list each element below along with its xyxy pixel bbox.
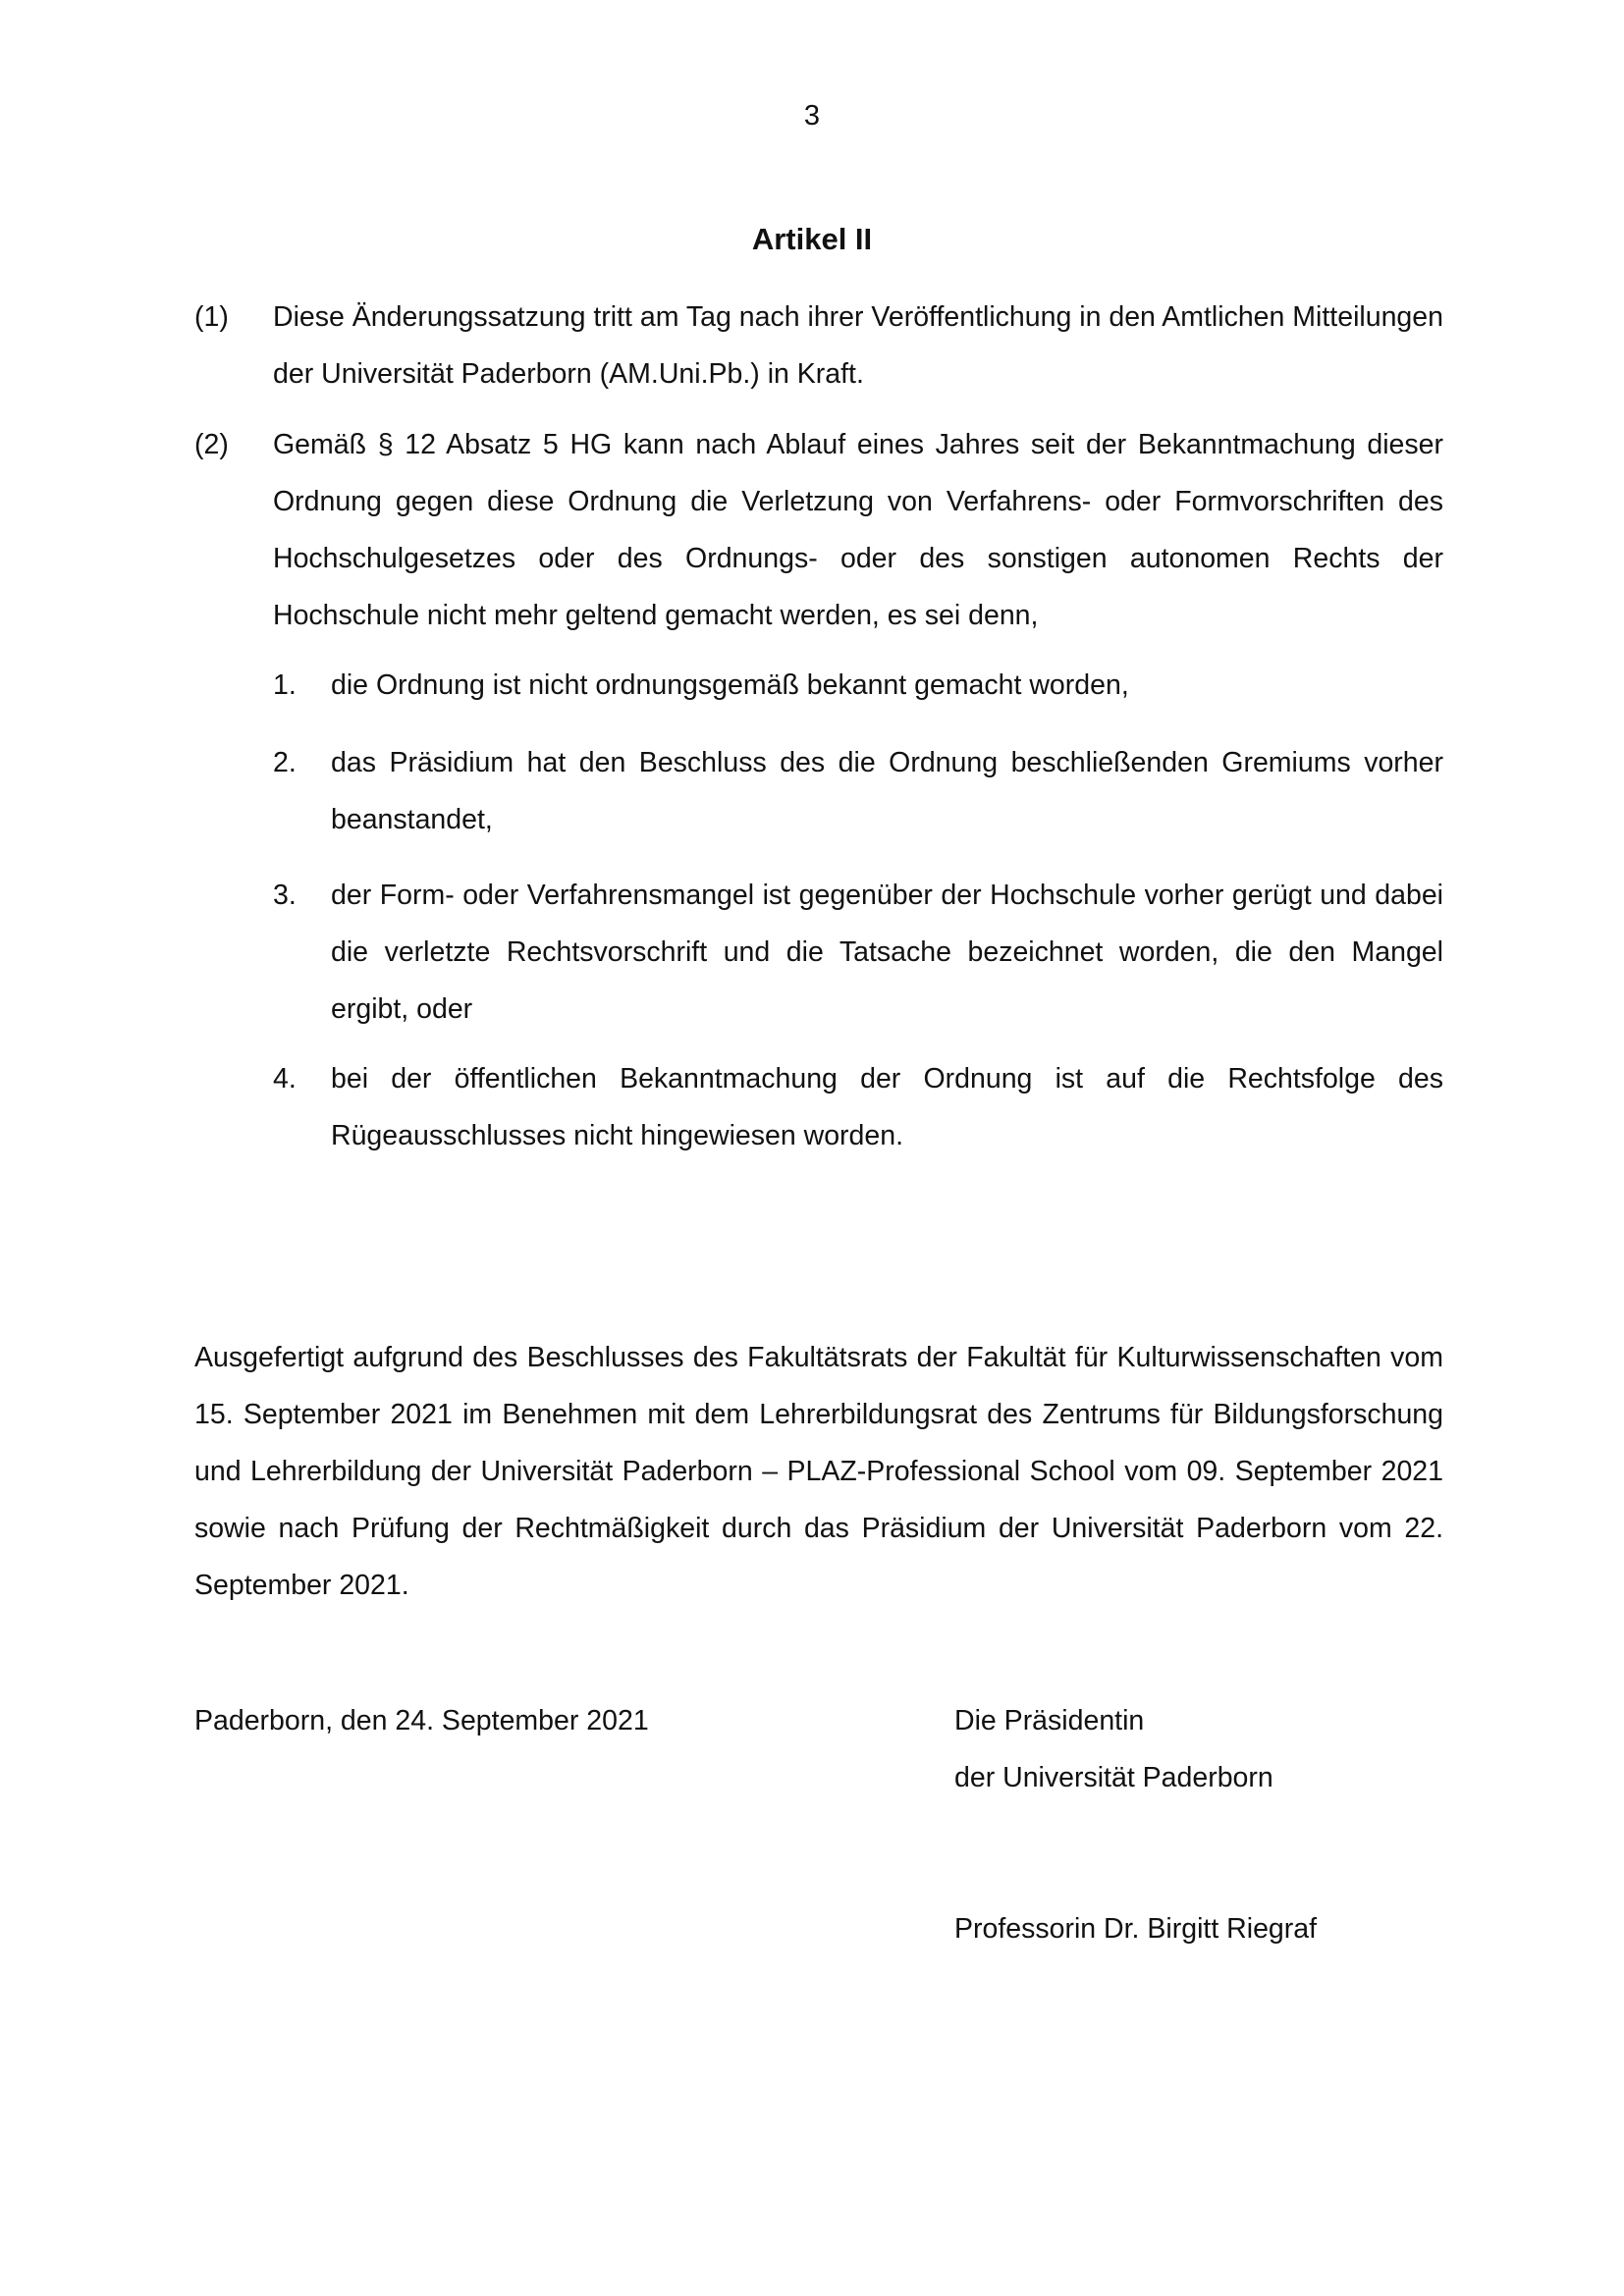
page-number: 3: [803, 100, 821, 132]
place-date: Paderborn, den 24. September 2021: [194, 1705, 649, 1736]
signature-institution: der Universität Paderborn: [954, 1762, 1273, 1793]
list-item-4: [273, 1050, 1443, 1164]
list-item-number: 2.: [273, 747, 297, 778]
list-item-3: [273, 867, 1443, 1038]
paragraph-number: (2): [194, 429, 229, 460]
signature-name: Professorin Dr. Birgitt Riegraf: [954, 1913, 1318, 1945]
paragraph-2: [194, 416, 1443, 644]
closing-paragraph: Ausgefertigt aufgrund des Beschlusses des Fakultätsrats der Fakultät für Kulturwissenschaften vom 15. September 2021 im Benehmen mit dem Lehrerbildungsrat des Zentrums für Bildungsforschung und Lehrerbildung der Universität Paderborn – PLAZ-Professional School vom 09. September 2021 sowie nach Prüfung der Rechtmäßigkeit durch das Präsidium der Universität Paderborn vom 22. September 2021.: [194, 1342, 1443, 1601]
list-item-number: 1.: [273, 669, 297, 701]
paragraph-text: Diese Änderungssatzung tritt am Tag nach ihrer Veröffentlichung in den Amtlichen Mitteilungen der Universität Paderborn (AM.Uni.Pb.) in Kraft.: [273, 301, 1443, 390]
list-item-text: bei der öffentlichen Bekanntmachung der Ordnung ist auf die Rechtsfolge des Rügeausschlusses nicht hingewiesen worden.: [331, 1063, 1443, 1151]
paragraph-text: Gemäß § 12 Absatz 5 HG kann nach Ablauf eines Jahres seit der Bekanntmachung dieser Ordnung gegen diese Ordnung die Verletzung von Verfahrens- oder Formvorschriften des Hochschulgesetzes oder des Ordnungs- oder des sonstigen autonomen Rechts der Hochschule nicht mehr geltend gemacht werden, es sei denn,: [273, 429, 1443, 631]
list-item-text: das Präsidium hat den Beschluss des die Ordnung beschließenden Gremiums vorher beanstandet,: [331, 747, 1443, 835]
list-item-2: [273, 734, 1443, 848]
list-item-text: die Ordnung ist nicht ordnungsgemäß bekannt gemacht worden,: [331, 669, 1129, 701]
paragraph-1: [194, 289, 1443, 402]
list-item-1: [273, 657, 1443, 714]
list-item-number: 4.: [273, 1063, 297, 1095]
list-item-number: 3.: [273, 880, 297, 911]
signature-title: Die Präsidentin: [954, 1705, 1145, 1736]
article-heading: Artikel II: [751, 222, 873, 256]
paragraph-number: (1): [194, 301, 229, 333]
list-item-text: der Form- oder Verfahrensmangel ist gegenüber der Hochschule vorher gerügt und dabei die verletzte Rechtsvorschrift und die Tatsache bezeichnet worden, die den Mangel ergibt, oder: [331, 880, 1443, 1025]
